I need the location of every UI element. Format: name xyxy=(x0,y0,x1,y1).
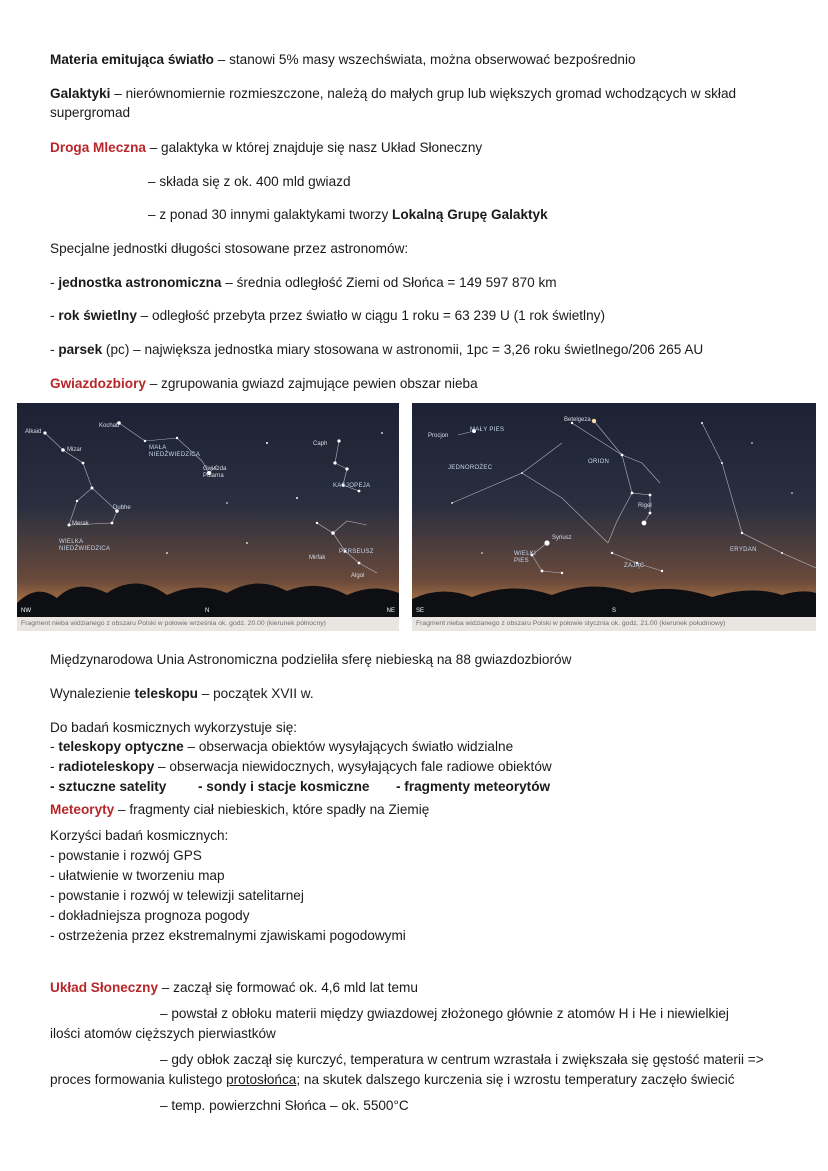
star-label-caph: Caph xyxy=(313,441,328,447)
para-solar-system: Układ Słoneczny – zaczął się formować ok. 4,6 mld lat temu xyxy=(50,980,418,995)
para-solar-contraction-2: proces formowania kulistego protosłońca; na skutek dalszego kurczenia się i wzrostu temperatury zaczęło świecić xyxy=(50,1072,735,1087)
star-label-alkaid: Alkaid xyxy=(25,429,42,435)
sky-map-south xyxy=(412,403,816,631)
para-light-year: - rok świetlny – odległość przebyta przez światło w ciągu 1 roku = 63 239 U (1 rok świetlny) xyxy=(50,308,605,323)
para-tools-probes: - sondy i stacje kosmiczne xyxy=(198,779,370,794)
sky-map-north-caption: Fragment nieba widzianego z obszaru Polski w połowie września ok. godz. 20.00 (kierunek północny) xyxy=(17,617,399,631)
para-tools: - sztuczne satelity xyxy=(50,779,167,794)
para-galaxies: Galaktyki – nierównomiernie rozmieszczone, należą do małych grup lub większych gromad wchodzących w skład supergromad xyxy=(50,86,737,120)
para-milky-way-stars: – składa się z ok. 400 mld gwiazd xyxy=(148,174,351,189)
star-label-algol: Algol xyxy=(351,573,365,579)
para-tools-meteorites: - fragmenty meteorytów xyxy=(396,779,551,794)
constellation-label-perseus: PERSEUSZ xyxy=(339,549,374,555)
para-parsec: - parsek (pc) – największa jednostka miary stosowana w astronomii, 1pc = 3,26 roku świetlnego/206 265 AU xyxy=(50,342,704,357)
star-label-sirius: Syriusz xyxy=(552,535,572,541)
star-label-rigel: Rigel xyxy=(638,503,652,509)
term: Galaktyki xyxy=(50,86,111,101)
constellation-label-ursa-minor: MAŁA NIEDŹWIEDZICA xyxy=(149,445,201,458)
star-label-betelgeuse: Betelgeza xyxy=(564,417,591,423)
benefit-item: - dokładniejsza prognoza pogody xyxy=(50,908,250,923)
para-optical: - teleskopy optyczne – obserwacja obiektów wysyłających światło widzialne xyxy=(50,739,514,754)
benefit-item: - powstanie i rozwój w telewizji satelitarnej xyxy=(50,888,304,903)
para-au: - jednostka astronomiczna – średnia odległość Ziemi od Słońca = 149 597 870 km xyxy=(50,275,557,290)
para-iau: Międzynarodowa Unia Astronomiczna podzieliła sferę niebieską na 88 gwiazdozbiorów xyxy=(50,652,572,667)
para-research-intro: Do badań kosmicznych wykorzystuje się: xyxy=(50,720,298,735)
constellation-label-lepus: ZAJĄC xyxy=(624,563,645,569)
constellation-label-orion: ORION xyxy=(588,459,610,465)
constellation-label-monoceros: JEDNOROŻEC xyxy=(448,465,493,471)
constellation-label-eridanus: ERYDAN xyxy=(730,547,757,553)
para-solar-origin-2: ilości atomów cięższych pierwiastków xyxy=(50,1026,276,1041)
para-units-intro: Specjalne jednostki długości stosowane przez astronomów: xyxy=(50,241,409,256)
sky-map-south-drawing xyxy=(412,403,816,631)
star-label-mirfak: Mirfak xyxy=(309,555,326,561)
para-radio: - radioteleskopy – obserwacja niewidocznych, wysyłających fale radiowe obiektów xyxy=(50,759,552,774)
term: Materia emitująca światło xyxy=(50,52,214,67)
direction-se: SE xyxy=(416,608,425,614)
para-meteorites: Meteoryty – fragmenty ciał niebieskich, które spadły na Ziemię xyxy=(50,802,430,817)
constellation-label-canis-minor: MAŁY PIES xyxy=(470,427,505,433)
term-red: Droga Mleczna xyxy=(50,140,146,155)
direction-nw: NW xyxy=(21,608,31,614)
para-solar-contraction-1: – gdy obłok zaczął się kurczyć, temperatura w centrum wzrastała i zwiększała się gęstość materii => xyxy=(160,1052,764,1067)
star-label-polaris: Gwiazda Polarna xyxy=(203,466,227,479)
direction-ne: NE xyxy=(386,608,395,614)
benefit-item: - ułatwienie w tworzeniu map xyxy=(50,868,225,883)
para-constellations: Gwiazdozbiory – zgrupowania gwiazd zajmujące pewien obszar nieba xyxy=(50,376,478,391)
star-label-dubhe: Dubhe xyxy=(113,505,131,511)
sky-map-north-drawing xyxy=(17,403,399,631)
direction-n: N xyxy=(205,608,210,614)
sky-map-north xyxy=(17,403,399,631)
para-sun-temperature: – temp. powierzchni Słońca – ok. 5500°C xyxy=(160,1098,409,1113)
benefit-item: - powstanie i rozwój GPS xyxy=(50,848,202,863)
direction-s: S xyxy=(612,608,617,614)
star-label-kochab: Kochab xyxy=(99,423,120,429)
para-light-matter: Materia emitująca światło – stanowi 5% masy wszechświata, można obserwować bezpośrednio xyxy=(50,52,636,67)
para-solar-origin-1: – powstał z obłoku materii między gwiazdowej złożonego głównie z atomów H i He i niewielkiej xyxy=(160,1006,729,1021)
constellation-label-cassiopeia: KASJOPEJA xyxy=(333,483,371,489)
constellation-label-canis-major: WIELKI PIES xyxy=(514,551,537,564)
sky-map-south-caption: Fragment nieba widzianego z obszaru Polski w połowie stycznia ok. godz. 21.00 (kierunek południowy) xyxy=(412,617,816,631)
benefit-item: - ostrzeżenia przez ekstremalnymi zjawiskami pogodowymi xyxy=(50,928,406,943)
benefits-title: Korzyści badań kosmicznych: xyxy=(50,828,229,843)
para-local-group: – z ponad 30 innymi galaktykami tworzy Lokalną Grupę Galaktyk xyxy=(148,207,548,222)
para-milky-way: Droga Mleczna – galaktyka w której znajduje się nasz Układ Słoneczny xyxy=(50,140,483,155)
constellation-label-ursa-major: WIELKA NIEDŹWIEDZICA xyxy=(59,539,111,552)
para-telescope: Wynalezienie teleskopu – początek XVII w. xyxy=(50,686,314,701)
star-label-merak: Merak xyxy=(72,521,89,527)
star-label-procyon: Procjon xyxy=(428,433,449,439)
star-label-mizar: Mizar xyxy=(67,447,82,453)
